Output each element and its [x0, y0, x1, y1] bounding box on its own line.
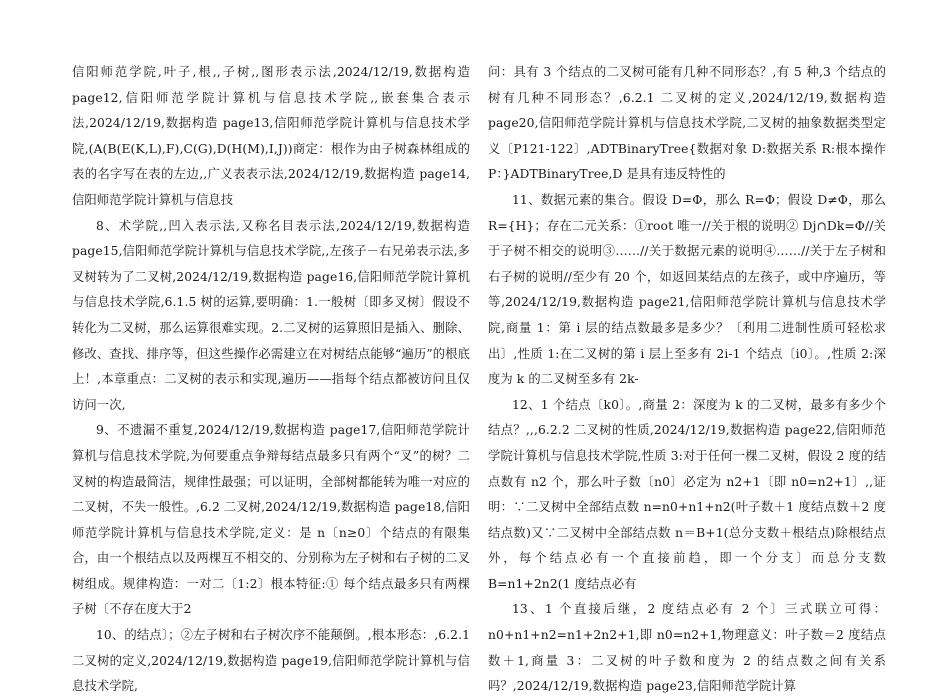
paragraph: 12、1 个结点〔k0〕。,商量 2：深度为 k 的二叉树，最多有多少个结点？,,,6.2.2 二叉树的性质,2024/12/19,数据构造 page22,信阳师范学院计算机与信息技术学院,性质 3:对于任何一棵二叉树，假设 2 度的结点数有 n2 个，那么叶子数〔n0〕必定为 n2+1〔即 n0=n2+1〕,,证明：∵二叉树中全部结点数 n=n0+n1+n2(叶子数＋1 度结点数＋2 度结点数)又∵二叉树中全部结点数 n＝B+1(总分支数＋根结点)除根结点外，每个结点必有一个直接前趋，即一个分支〕而总分支数 B=n1+2n2(1 度结点必有	[488, 397, 886, 591]
paragraph: 信阳师范学院,叶子,根,,子树,,图形表示法,2024/12/19,数据构造 page12,信阳师范学院计算机与信息技术学院,,嵌套集合表示法,2024/12/19,数据构造 page13,信阳师范学院计算机与信息技术学院,(A(B(E(K,L),F),C(G),D(H(M),I,J))商定：根作为由子树森林组成的表的名字写在表的左边,,广义表表示法,2024/12/19,数据构造 page14,信阳师范学院计算机与信息技	[72, 65, 470, 207]
right-text-column	[488, 60, 886, 700]
paragraph: 11、数据元素的集合。假设 D=Φ，那么 R=Φ；假设 D≠Φ，那么 R={H}；存在二元关系：①root 唯一//关于根的说明② Dj∩Dk=Φ//关于子树不相交的说明③……//关于数据元素的说明④……//关于左子树和右子树的说明//至少有 20 个，如返回某结点的左孩子，或中序遍历，等等,2024/12/19,数据构造 page21,信阳师范学院计算机与信息技术学院,商量 1：第 i 层的结点数最多是多少？〔利用二进制性质可轻松求出〕,性质 1:在二叉树的第 i 层上至多有 2i-1 个结点〔i0〕。,性质 2:深度为 k 的二叉树至多有 2k-	[488, 192, 886, 387]
paragraph: 10、的结点〕；②左子树和右子树次序不能颠倒。,根本形态：,6.2.1 二叉树的定义,2024/12/19,数据构造 page19,信阳师范学院计算机与信息技术学院,	[72, 628, 470, 694]
paragraph: 8、术学院,,凹入表示法,又称名目表示法,2024/12/19,数据构造 page15,信阳师范学院计算机与信息技术学院,,左孩子－右兄弟表示法,多叉树转为了二叉树,2024/12/19,数据构造 page16,信阳师范学院计算机与信息技术学院,6.1.5 树的运算,要明确：1.一般树〔即多叉树〕假设不转化为二叉树，那么运算很难实现。2.二叉树的运算照旧是插入、删除、修改、查找、排序等，但这些操作必需建立在对树结点能够“遍历”的根底上！,本章重点：二叉树的表示和实现,遍历——指每个结点都被访问且仅访问一次,	[72, 218, 470, 412]
paragraph: 问：具有 3 个结点的二叉树可能有几种不同形态？,有 5 种,3 个结点的树有几种不同形态？,6.2.1 二叉树的定义,2024/12/19,数据构造 page20,信阳师范学院计算机与信息技术学院,二叉树的抽象数据类型定义〔P121-122〕,ADTBinaryTree{数据对象 D:数据关系 R:根本操作 P：}ADTBinaryTree,D 是具有违反特性的	[488, 65, 886, 182]
paragraph: 9、不遗漏不重复,2024/12/19,数据构造 page17,信阳师范学院计算机与信息技术学院,为何要重点争辩每结点最多只有两个“叉”的树？二叉树的构造最简洁，规律性最强；可以证明，全部树都能转为唯一对应的二叉树，不失一般性。,6.2 二叉树,2024/12/19,数据构造 page18,信阳师范学院计算机与信息技术学院,定义：是 n〔n≥0〕个结点的有限集合，由一个根结点以及两棵互不相交的、分别称为左子树和右子树的二叉树组成。规律构造：一对二〔1:2〕根本特征:① 每个结点最多只有两棵子树〔不存在度大于2	[72, 423, 470, 617]
paragraph: 13、1 个直接后继，2 度结点必有 2 个〕三式联立可得：n0+n1+n2=n1+2n2+1,即 n0=n2+1,物理意义：叶子数＝2 度结点数＋1,商量 3：二叉树的叶子数和度为 2 的结点数之间有关系吗？,2024/12/19,数据构造 page23,信阳师范学院计算	[488, 602, 886, 694]
left-text-column	[72, 60, 470, 700]
